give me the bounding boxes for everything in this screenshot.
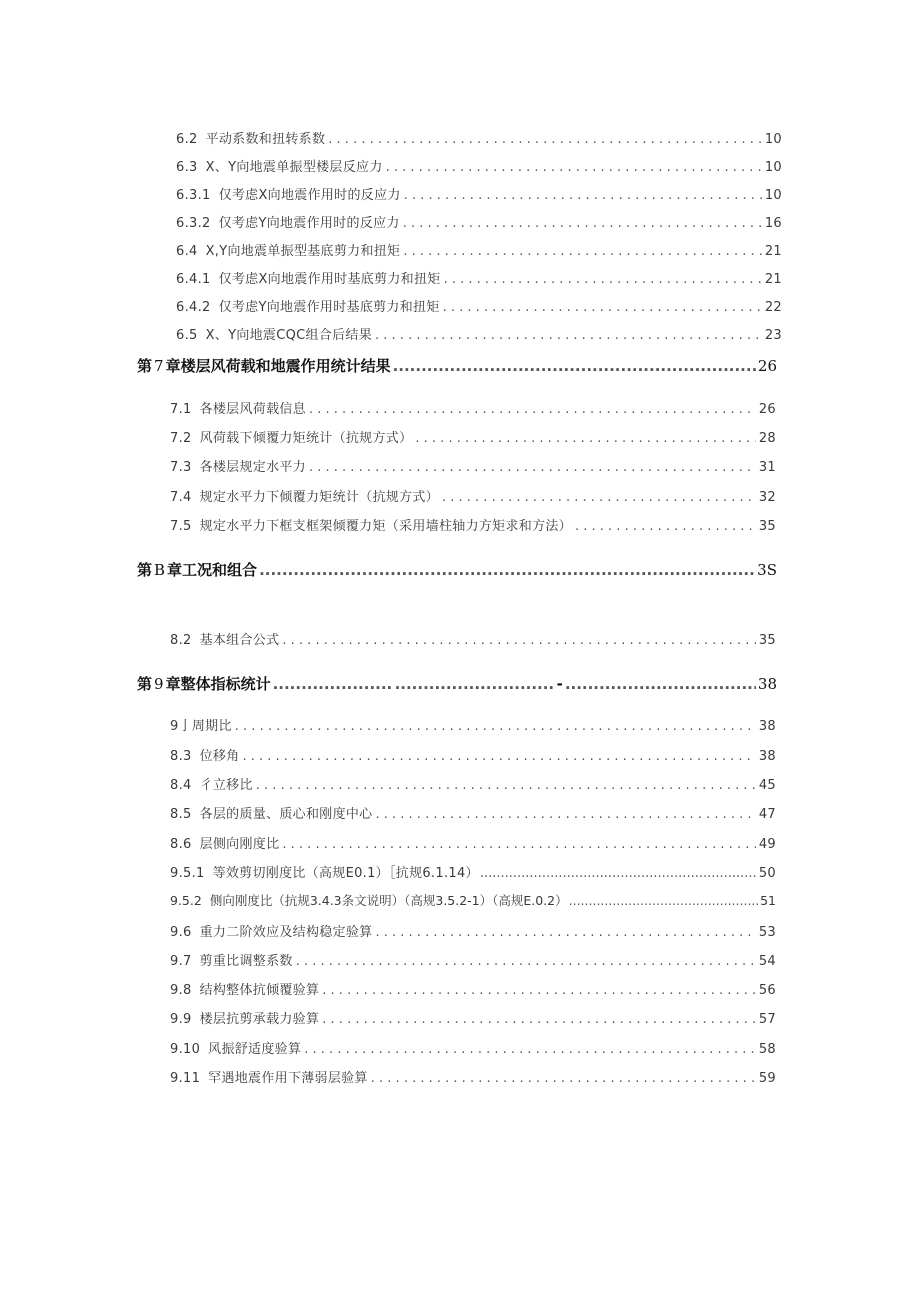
chapter-title: 章工况和组合 — [167, 561, 258, 579]
toc-entry-title: 侧向刚度比（抗规3.4.3条文说明）（高规3.5.2-1）（高规E.0.2） — [209, 893, 568, 908]
toc-chapter-heading[interactable] — [137, 559, 777, 580]
toc-entry-number: 7.4 — [170, 490, 192, 505]
toc-entry-number: 8.3 — [170, 749, 192, 764]
toc-entry-title: 重力二阶效应及结构稳定验算 — [199, 925, 373, 940]
toc-entry[interactable] — [170, 891, 776, 909]
toc-entry[interactable] — [170, 921, 776, 940]
dot-leader — [443, 300, 762, 315]
toc-entry-title: X、Y向地震单振型楼层反应力 — [205, 160, 383, 175]
toc-entry-number: 9.8 — [170, 983, 192, 998]
toc-entry[interactable] — [176, 296, 782, 315]
toc-entry-title: 罕遇地震作用下薄弱层验算 — [208, 1071, 368, 1086]
toc-entry-number: 7.3 — [170, 460, 192, 475]
toc-entry-title: 规定水平力下框支框架倾覆力矩（采用墙柱轴力方矩求和方法） — [199, 519, 572, 534]
dot-leader — [259, 561, 755, 579]
toc-entry-number: 6.3 — [176, 160, 198, 175]
chapter-page: 26 — [757, 357, 777, 375]
toc-entry[interactable] — [176, 212, 782, 231]
dot-leader — [575, 519, 756, 534]
toc-entry-page: 53 — [758, 925, 776, 940]
toc-entry-page: 38 — [758, 749, 776, 764]
toc-entry-number: 8.4 — [170, 778, 192, 793]
dot-leader — [296, 954, 756, 969]
toc-entry-page: 21 — [764, 244, 782, 259]
toc-entry-title: 层侧向刚度比 — [199, 837, 280, 852]
toc-entry-page: 35 — [758, 633, 776, 648]
dot-leader — [273, 675, 391, 693]
toc-entry-number: 9.5.1 — [170, 866, 205, 881]
toc-entry-title: 彳立移比 — [199, 778, 253, 793]
dot-leader — [375, 925, 755, 940]
dot-leader — [404, 188, 762, 203]
toc-entry-number: 6.4.2 — [176, 300, 211, 315]
dot-leader — [442, 490, 756, 505]
toc-entry-number: 9.5.2 — [170, 893, 202, 908]
toc-entry-number: 9.10 — [170, 1042, 201, 1057]
chapter-title: 章楼层风荷载和地震作用统计结果 — [165, 357, 391, 375]
toc-entry[interactable] — [170, 486, 776, 505]
toc-entry-page: 10 — [764, 132, 782, 147]
toc-entry-title: X、Y向地震CQC组合后结果 — [205, 328, 373, 343]
toc-entry-page: 23 — [764, 328, 782, 343]
toc-entry-page: 21 — [764, 272, 782, 287]
toc-entry-number: 6.3.2 — [176, 216, 211, 231]
dot-leader — [569, 893, 759, 908]
toc-entry[interactable] — [176, 156, 782, 175]
chapter-title: 章整体指标统计 — [165, 675, 271, 693]
toc-entry-number: 6.5 — [176, 328, 198, 343]
dot-leader — [282, 837, 755, 852]
chapter-prefix: 第 — [137, 675, 153, 693]
dot-leader — [393, 357, 756, 375]
toc-entry[interactable] — [170, 398, 776, 417]
dot-leader — [256, 778, 756, 793]
toc-entry-title: X,Y向地震单振型基底剪力和扭矩 — [205, 244, 401, 259]
toc-entry-title: 风振舒适度验算 — [208, 1042, 302, 1057]
dot-leader — [480, 866, 758, 881]
dot-leader — [328, 132, 762, 147]
toc-entry[interactable] — [176, 324, 782, 343]
toc-entry-title: 规定水平力下倾覆力矩统计（抗规方式） — [199, 490, 439, 505]
toc-entry-page: 32 — [758, 490, 776, 505]
toc-entry-page: 45 — [758, 778, 776, 793]
toc-entry[interactable] — [170, 515, 776, 534]
toc-entry-number: 6.2 — [176, 132, 198, 147]
dot-leader — [322, 1012, 756, 1027]
toc-entry-title: 各楼层规定水平力 — [199, 460, 306, 475]
toc-entry-page: 50 — [758, 866, 776, 881]
chapter-page: 38 — [757, 675, 777, 693]
dot-leader — [403, 216, 762, 231]
dot-leader — [415, 431, 755, 446]
toc-entry-title: 各楼层风荷载信息 — [199, 402, 306, 417]
dot-leader — [304, 1042, 756, 1057]
toc-entry[interactable] — [170, 715, 776, 734]
toc-entry-title: 结构整体抗倾覆验算 — [199, 983, 320, 998]
toc-chapter-heading[interactable] — [137, 355, 777, 376]
toc-entry-title: 平动系数和扭转系数 — [205, 132, 326, 147]
toc-entry-number: 7.1 — [170, 402, 192, 417]
dot-leader — [309, 460, 756, 475]
toc-entry[interactable] — [170, 774, 776, 793]
toc-entry[interactable] — [176, 240, 782, 259]
toc-entry-title: 剪重比调整系数 — [199, 954, 293, 969]
toc-entry-page: 47 — [758, 807, 776, 822]
chapter-number: 7 — [154, 357, 164, 375]
chapter-number: 9 — [154, 675, 164, 693]
toc-entry-page: 51 — [760, 893, 776, 908]
toc-entry-title: 楼层抗剪承载力验算 — [199, 1012, 320, 1027]
toc-entry-title: 仅考虑X向地震作用时基底剪力和扭矩 — [218, 272, 441, 287]
toc-entry[interactable] — [170, 950, 776, 969]
toc-entry[interactable] — [176, 184, 782, 203]
toc-entry-number: 9.6 — [170, 925, 192, 940]
chapter-prefix: 第 — [137, 561, 153, 579]
toc-entry[interactable] — [170, 1008, 776, 1027]
toc-entry[interactable] — [170, 745, 776, 764]
toc-entry-page: 26 — [758, 402, 776, 417]
toc-entry-page: 58 — [758, 1042, 776, 1057]
toc-entry-title: 风荷载下倾覆力矩统计（抗规方式） — [199, 431, 413, 446]
toc-entry-title: 仅考虑Y向地震作用时的反应力 — [218, 216, 400, 231]
toc-entry[interactable] — [170, 979, 776, 998]
dot-leader — [282, 633, 755, 648]
toc-entry[interactable] — [170, 456, 776, 475]
toc-entry-page: 16 — [764, 216, 782, 231]
toc-entry[interactable] — [170, 1038, 776, 1057]
toc-entry-number: 9.9 — [170, 1012, 192, 1027]
chapter-prefix: 第 — [137, 357, 153, 375]
toc-entry-page: 28 — [758, 431, 776, 446]
toc-entry[interactable] — [170, 803, 776, 822]
toc-entry-page: 54 — [758, 954, 776, 969]
toc-entry-page: 10 — [764, 160, 782, 175]
toc-entry-title: 基本组合公式 — [199, 633, 280, 648]
dot-leader — [242, 749, 755, 764]
dot-leader — [395, 675, 555, 693]
toc-entry-number: 8.5 — [170, 807, 192, 822]
toc-entry-title: 周期比 — [191, 719, 232, 734]
toc-entry-page: 10 — [764, 188, 782, 203]
toc-entry-title: 等效剪切刚度比（高规E0.1）［抗规6.1.14） — [212, 866, 479, 881]
toc-entry[interactable] — [176, 128, 782, 147]
toc-entry[interactable] — [170, 427, 776, 446]
dot-leader — [322, 983, 756, 998]
toc-entry-number: 6.4.1 — [176, 272, 211, 287]
toc-entry[interactable] — [176, 268, 782, 287]
toc-chapter-heading[interactable] — [137, 673, 777, 694]
toc-entry-number: 7.5 — [170, 519, 192, 534]
toc-entry-page: 57 — [758, 1012, 776, 1027]
toc-entry-page: 38 — [758, 719, 776, 734]
toc-entry[interactable] — [170, 1067, 776, 1086]
toc-entry-title: 仅考虑Y向地震作用时基底剪力和扭矩 — [218, 300, 440, 315]
toc-entry-page: 31 — [758, 460, 776, 475]
toc-entry-title: 位移角 — [199, 749, 240, 764]
toc-entry-page: 22 — [764, 300, 782, 315]
dot-leader — [375, 807, 755, 822]
toc-entry-number: 6.4 — [176, 244, 198, 259]
toc-entry-page: 59 — [758, 1071, 776, 1086]
toc-entry-page: 49 — [758, 837, 776, 852]
toc-entry-number: 8.2 — [170, 633, 192, 648]
toc-entry-number: 8.6 — [170, 837, 192, 852]
dot-leader — [375, 328, 762, 343]
toc-entry[interactable] — [170, 862, 776, 881]
dot-leader — [403, 244, 761, 259]
dot-leader — [235, 719, 756, 734]
dot-leader — [371, 1071, 756, 1086]
toc-entry-number: 9.7 — [170, 954, 192, 969]
dot-leader — [386, 160, 762, 175]
toc-entry-page: 56 — [758, 983, 776, 998]
dot-leader — [309, 402, 756, 417]
chapter-number: B — [154, 561, 166, 579]
dot-leader — [444, 272, 762, 287]
toc-entry-number: 6.3.1 — [176, 188, 211, 203]
dot-leader — [565, 675, 756, 693]
chapter-page: 3S — [757, 561, 777, 579]
toc-entry-number: 9.11 — [170, 1071, 201, 1086]
toc-entry-number: 9亅 — [170, 719, 192, 734]
toc-entry-title: 仅考虑X向地震作用时的反应力 — [218, 188, 401, 203]
toc-entry-number: 7.2 — [170, 431, 192, 446]
toc-entry[interactable] — [170, 629, 776, 648]
toc-entry[interactable] — [170, 833, 776, 852]
toc-entry-title: 各层的质量、质心和刚度中心 — [199, 807, 373, 822]
leader-mark: - — [556, 675, 563, 693]
toc-entry-page: 35 — [758, 519, 776, 534]
